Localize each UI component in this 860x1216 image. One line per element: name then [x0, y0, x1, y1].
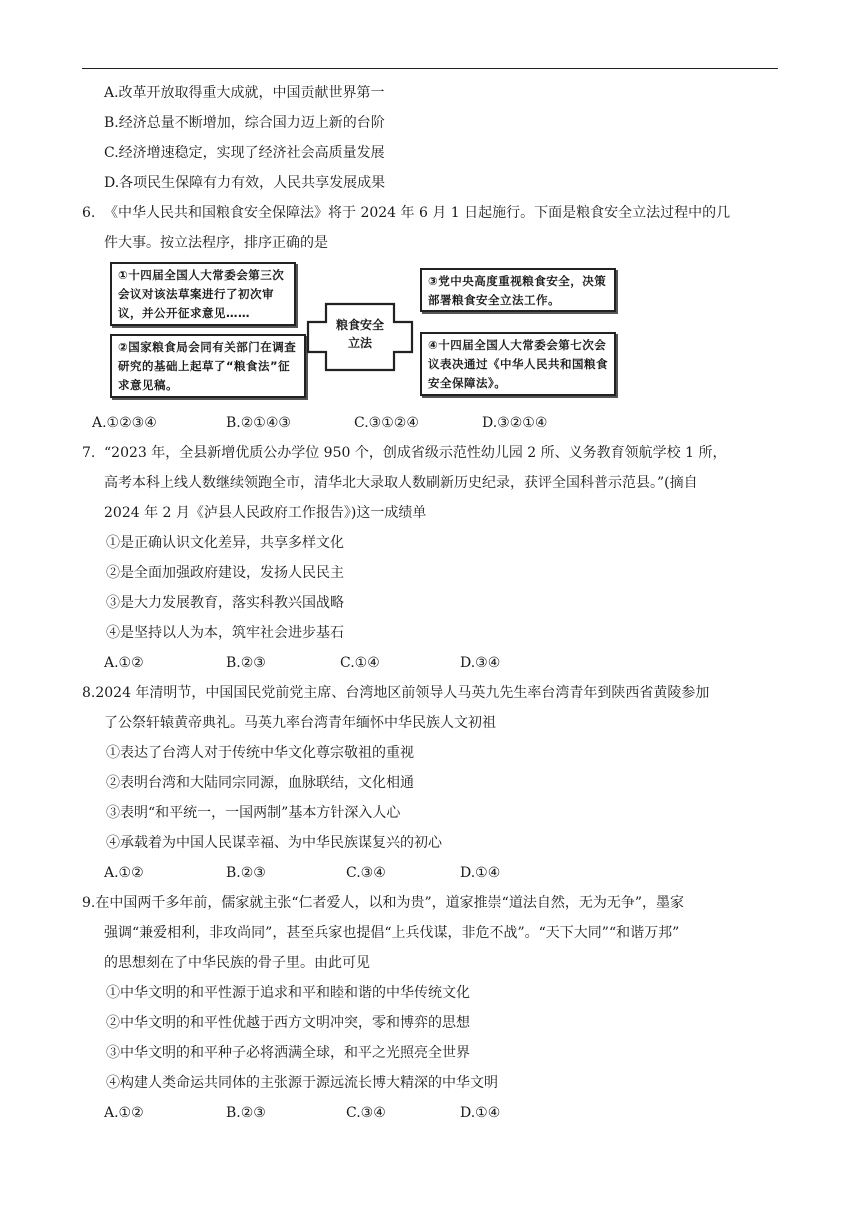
q7-option-d[interactable]: D.③④	[460, 655, 501, 671]
legislation-diagram	[100, 262, 620, 400]
q8-item-2: ②表明台湾和大陆同宗同源，血脉联结，文化相通	[106, 775, 414, 791]
center-label-line1: 粮食安全	[335, 318, 384, 332]
q7-stem-line3: 2024 年 2 月《泸县人民政府工作报告》)这一成绩单	[104, 505, 427, 521]
q7-option-c[interactable]: C.①④	[340, 655, 380, 671]
q9-stem-line1: 9.在中国两千多年前，儒家就主张“仁者爱人，以和为贵”，道家推崇“道法自然，无为无争”，墨家	[82, 895, 684, 911]
q9-item-1: ①中华文明的和平性源于追求和平和睦和谐的中华传统文化	[106, 985, 470, 1001]
q9-option-a[interactable]: A.①②	[104, 1105, 144, 1121]
q6-stem-line2: 件大事。按立法程序，排序正确的是	[104, 235, 328, 251]
q8-option-a[interactable]: A.①②	[104, 865, 144, 881]
q6-number: 6.	[82, 205, 96, 221]
q6-option-b[interactable]: B.②①④③	[226, 415, 291, 431]
q8-stem-line1: 8.2024 年清明节，中国国民党前党主席、台湾地区前领导人马英九先生率台湾青年到陕西省黄陵参加	[82, 685, 710, 701]
diagram-box-3: ③党中央高度重视粮食安全，决策部署粮食安全立法工作。	[420, 268, 616, 312]
q8-option-c[interactable]: C.③④	[346, 865, 386, 881]
q7-item-1: ①是正确认识文化差异，共享多样文化	[106, 535, 344, 551]
q9-option-b[interactable]: B.②③	[226, 1105, 266, 1121]
q5-option-a[interactable]: A.改革开放取得重大成就，中国贡献世界第一	[104, 85, 385, 101]
q5-option-d[interactable]: D.各项民生保障有力有效，人民共享发展成果	[104, 175, 386, 191]
q9-stem-line2: 强调“兼爱相利，非攻尚同”，甚至兵家也提倡“上兵伐谋，非危不战”。“天下大同”“和谐万邦”	[104, 925, 680, 941]
diagram-box-1: ①十四届全国人大常委会第三次会议对该法草案进行了初次审议，并公开征求意见……	[110, 262, 296, 326]
q6-option-d[interactable]: D.③②①④	[482, 415, 548, 431]
q9-item-3: ③中华文明的和平种子必将洒满全球，和平之光照亮全世界	[106, 1045, 470, 1061]
q9-stem-line3: 的思想刻在了中华民族的骨子里。由此可见	[104, 955, 370, 971]
q9-option-c[interactable]: C.③④	[346, 1105, 386, 1121]
diagram-box-2: ②国家粮食局会同有关部门在调查研究的基础上起草了“粮食法”征求意见稿。	[110, 334, 306, 398]
q7-item-3: ③是大力发展教育，落实科教兴国战略	[106, 595, 344, 611]
q6-option-a[interactable]: A.①②③④	[92, 415, 157, 431]
q5-option-c[interactable]: C.经济增速稳定，实现了经济社会高质量发展	[104, 145, 385, 161]
q7-item-4: ④是坚持以人为本，筑牢社会进步基石	[106, 625, 344, 641]
q8-stem-line2: 了公祭轩辕黄帝典礼。马英九率台湾青年缅怀中华民族人文初祖	[104, 715, 496, 731]
q7-number: 7.	[82, 445, 96, 461]
header-rule	[82, 68, 778, 69]
center-label-line2: 立法	[347, 336, 372, 350]
q8-item-1: ①表达了台湾人对于传统中华文化尊宗敬祖的重视	[106, 745, 414, 761]
q8-option-b[interactable]: B.②③	[226, 865, 266, 881]
q8-item-4: ④承载着为中国人民谋幸福、为中华民族谋复兴的初心	[106, 835, 442, 851]
q8-item-3: ③表明“和平统一，一国两制”基本方针深入人心	[106, 805, 401, 821]
q9-option-d[interactable]: D.①④	[460, 1105, 501, 1121]
q5-option-b[interactable]: B.经济总量不断增加，综合国力迈上新的台阶	[104, 115, 385, 131]
q8-option-d[interactable]: D.①④	[460, 865, 501, 881]
q7-option-a[interactable]: A.①②	[104, 655, 144, 671]
q9-item-4: ④构建人类命运共同体的主张源于源远流长博大精深的中华文明	[106, 1075, 498, 1091]
q7-stem-line2: 高考本科上线人数继续领跑全市，清华北大录取人数刷新历史纪录，获评全国科普示范县。”(摘自	[104, 475, 698, 491]
diagram-center	[306, 302, 414, 372]
diagram-center-label	[306, 316, 414, 352]
q6-option-c[interactable]: C.③①②④	[354, 415, 419, 431]
q7-stem-line1: “2023 年，全县新增优质公办学位 950 个，创成省级示范性幼儿园 2 所、义务教育领航学校 1 所，	[104, 445, 727, 461]
q9-item-2: ②中华文明的和平性优越于西方文明冲突，零和博弈的思想	[106, 1015, 470, 1031]
diagram-box-4: ④十四届全国人大常委会第七次会议表决通过《中华人民共和国粮食安全保障法》。	[420, 332, 616, 396]
q7-option-b[interactable]: B.②③	[226, 655, 266, 671]
q6-stem-line1: 《中华人民共和国粮食安全保障法》将于 2024 年 6 月 1 日起施行。下面是粮食安全立法过程中的几	[104, 205, 731, 221]
q7-item-2: ②是全面加强政府建设，发扬人民民主	[106, 565, 344, 581]
